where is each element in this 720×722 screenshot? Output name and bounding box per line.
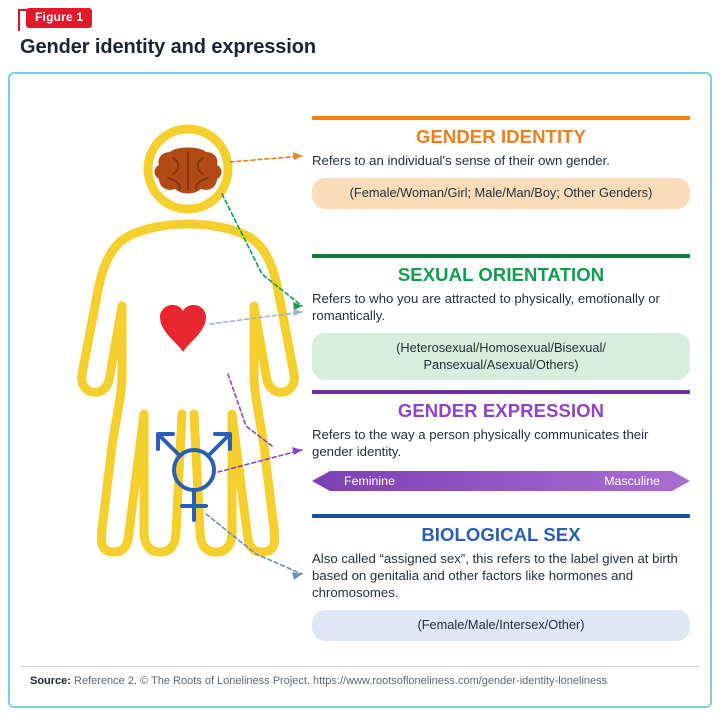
figure-badge: Figure 1	[26, 8, 92, 28]
description-gender-identity: Refers to an individual's sense of their own gender.	[312, 153, 610, 168]
block-biological-sex	[312, 514, 690, 641]
description-sexual-orientation: Refers to who you are attracted to physically, emotionally or romantically.	[312, 291, 660, 324]
pill-sexual-orientation: (Heterosexual/Homosexual/Bisexual/ Pansexual/Asexual/Others)	[312, 333, 690, 380]
accent-rule-biological-sex	[312, 514, 690, 518]
heading-sexual-orientation: SEXUAL ORIENTATION	[397, 264, 605, 285]
description-biological-sex: Also called “assigned sex”, this refers to the label given at birth based on genitalia and other factors like hormones and chromosomes.	[312, 551, 678, 601]
accent-rule-gender-identity	[312, 116, 690, 120]
pill-gender-identity: (Female/Woman/Girl; Male/Man/Boy; Other Genders)	[312, 178, 690, 209]
source-label: Source:	[30, 675, 71, 687]
connector-gender-identity	[230, 152, 302, 162]
heading-gender-identity: GENDER IDENTITY	[415, 126, 587, 147]
block-gender-expression	[312, 390, 690, 492]
block-sexual-orientation	[312, 254, 690, 380]
heading-biological-sex: BIOLOGICAL SEX	[421, 524, 581, 545]
spectrum-gender-expression	[312, 470, 690, 492]
brain-icon	[155, 148, 222, 194]
source-text: Reference 2. © The Roots of Loneliness Project. https://www.rootsofloneliness.com/gender-identity-loneliness	[70, 675, 608, 687]
pill-biological-sex: (Female/Male/Intersex/Other)	[312, 610, 690, 641]
block-gender-identity	[312, 116, 690, 209]
accent-rule-sexual-orientation	[312, 254, 690, 258]
figure-card	[8, 72, 712, 708]
figure-body	[10, 74, 710, 662]
heart-icon	[160, 305, 206, 352]
spectrum-label-left: Feminine	[344, 474, 395, 489]
source-note	[30, 674, 700, 689]
page-title: Gender identity and expression	[20, 36, 316, 58]
source-divider	[20, 666, 700, 667]
description-gender-expression: Refers to the way a person physically communicates their gender identity.	[312, 427, 649, 460]
spectrum-label-right: Masculine	[604, 474, 660, 489]
figure-badge-container	[18, 8, 92, 31]
heading-gender-expression: GENDER EXPRESSION	[397, 400, 605, 421]
accent-rule-gender-expression	[312, 390, 690, 394]
